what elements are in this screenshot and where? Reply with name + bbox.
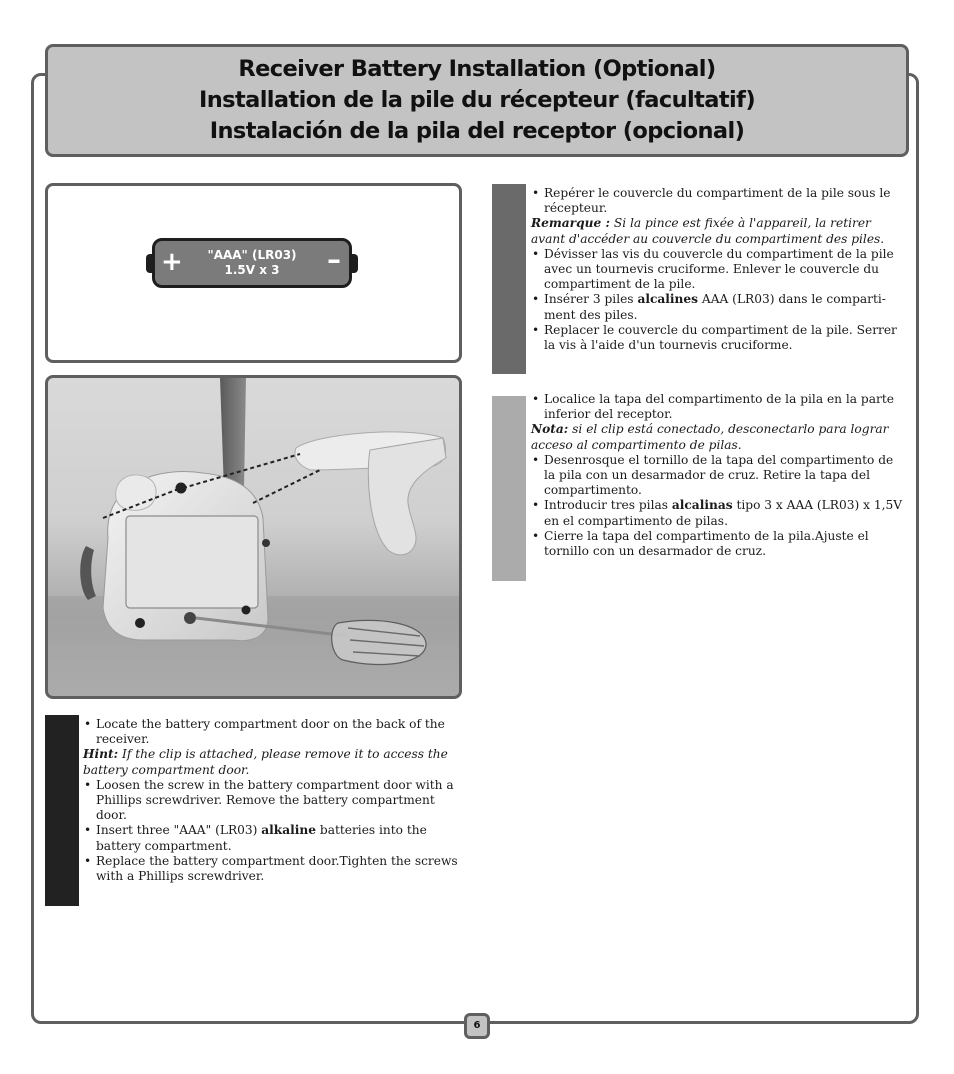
french-instructions xyxy=(531,186,906,353)
foot-left xyxy=(135,618,145,628)
page-number: 6 xyxy=(464,1013,490,1039)
plus-sign: + xyxy=(161,247,183,277)
spanish-instructions xyxy=(531,392,906,559)
french-insert-pre: Insérer 3 piles xyxy=(544,292,638,307)
english-hint-text: If the clip is attached, please remove it to access the battery compartment door. xyxy=(83,747,448,777)
english-step-replace: • Replace the battery compartment door.Tighten the screws with a Phillips screwdriver. xyxy=(83,854,458,884)
spanish-hint-text: si el clip está conectado, desconectarlo para lograr acceso al compartimento de pilas. xyxy=(531,422,889,452)
french-step-loosen: • Dévisser las vis du couvercle du compartiment de la pile avec un tournevis cruciforme. Enlever le couvercle du compartiment de la pile. xyxy=(531,247,906,293)
english-step-loosen: • Loosen the screw in the battery compartment door with a Phillips screwdriver. Remove the battery compartment door. xyxy=(83,778,458,824)
battery-icon xyxy=(152,238,352,288)
french-step-locate: • Repérer le couvercle du compartiment de la pile sous le récepteur. xyxy=(531,186,906,216)
english-insert-bold: alkaline xyxy=(261,823,317,838)
battery-voltage-label: 1.5V x 3 xyxy=(224,263,280,277)
french-hint xyxy=(531,216,906,246)
french-insert-bold: alcalines xyxy=(637,292,699,307)
battery-door xyxy=(126,516,258,608)
receiver-illustration xyxy=(48,378,459,696)
french-section-bar xyxy=(492,184,526,374)
english-instructions xyxy=(83,717,458,884)
french-step-insert xyxy=(531,292,906,322)
english-insert-post: batteries into the battery compartment. xyxy=(96,823,427,853)
spanish-hint xyxy=(531,422,906,452)
english-hint-label: Hint: xyxy=(83,747,119,762)
french-insert-post: AAA (LR03) dans le comparti-ment des piles. xyxy=(544,292,886,322)
english-hint xyxy=(83,747,458,777)
title-spanish: Instalación de la pila del receptor (opcional) xyxy=(209,118,745,144)
english-step-insert xyxy=(83,823,458,853)
title-banner xyxy=(45,44,909,157)
english-step-locate: • Locate the battery compartment door on the back of the receiver. xyxy=(83,717,458,747)
french-step-replace: • Replacer le couvercle du compartiment de la pile. Serrer la vis à l'aide d'un tournevis cruciforme. xyxy=(531,323,906,353)
spanish-hint-label: Nota: xyxy=(531,422,569,437)
english-insert-pre: Insert three "AAA" (LR03) xyxy=(96,823,262,838)
spanish-section-bar xyxy=(492,396,526,581)
spanish-insert-bold: alcalinas xyxy=(671,498,733,513)
foot-right xyxy=(242,606,251,615)
spanish-step-loosen: • Desenrosque el tornillo de la tapa del compartimento de la pila con un desarmador de cruz. Retire la tapa del compartimento. xyxy=(531,453,906,499)
battery-type-label: "AAA" (LR03) xyxy=(207,248,297,262)
receiver-photo xyxy=(45,375,462,699)
spanish-insert-post: tipo 3 x AAA (LR03) x 1,5V en el compartimento de pilas. xyxy=(544,498,903,528)
battery-spec xyxy=(155,248,349,278)
spanish-step-replace: • Cierre la tapa del compartimento de la pila.Ajuste el tornillo con un desarmador de cruz. xyxy=(531,529,906,559)
battery-diagram-panel xyxy=(45,183,462,363)
battery-terminal-right xyxy=(351,254,358,273)
spanish-insert-pre: Introducir tres pilas xyxy=(544,498,672,513)
side-grip xyxy=(80,546,96,600)
minus-sign: – xyxy=(327,243,341,276)
spanish-step-locate: • Localice la tapa del compartimento de la pila en la parte inferior del receptor. xyxy=(531,392,906,422)
battery-terminal-left xyxy=(146,254,153,273)
english-section-bar xyxy=(45,715,79,906)
french-hint-text: Si la pince est fixée à l'appareil, la retirer avant d'accéder au couvercle du compartiment des piles. xyxy=(531,216,885,246)
door-screw xyxy=(184,612,196,624)
spanish-step-insert xyxy=(531,498,906,528)
title-french: Installation de la pile du récepteur (facultatif) xyxy=(198,87,756,113)
french-hint-label: Remarque : xyxy=(531,216,610,231)
belt-clip-body xyxy=(368,438,446,555)
title-english: Receiver Battery Installation (Optional) xyxy=(238,56,716,82)
side-hole xyxy=(262,539,270,547)
guide-line-lower xyxy=(253,470,320,503)
